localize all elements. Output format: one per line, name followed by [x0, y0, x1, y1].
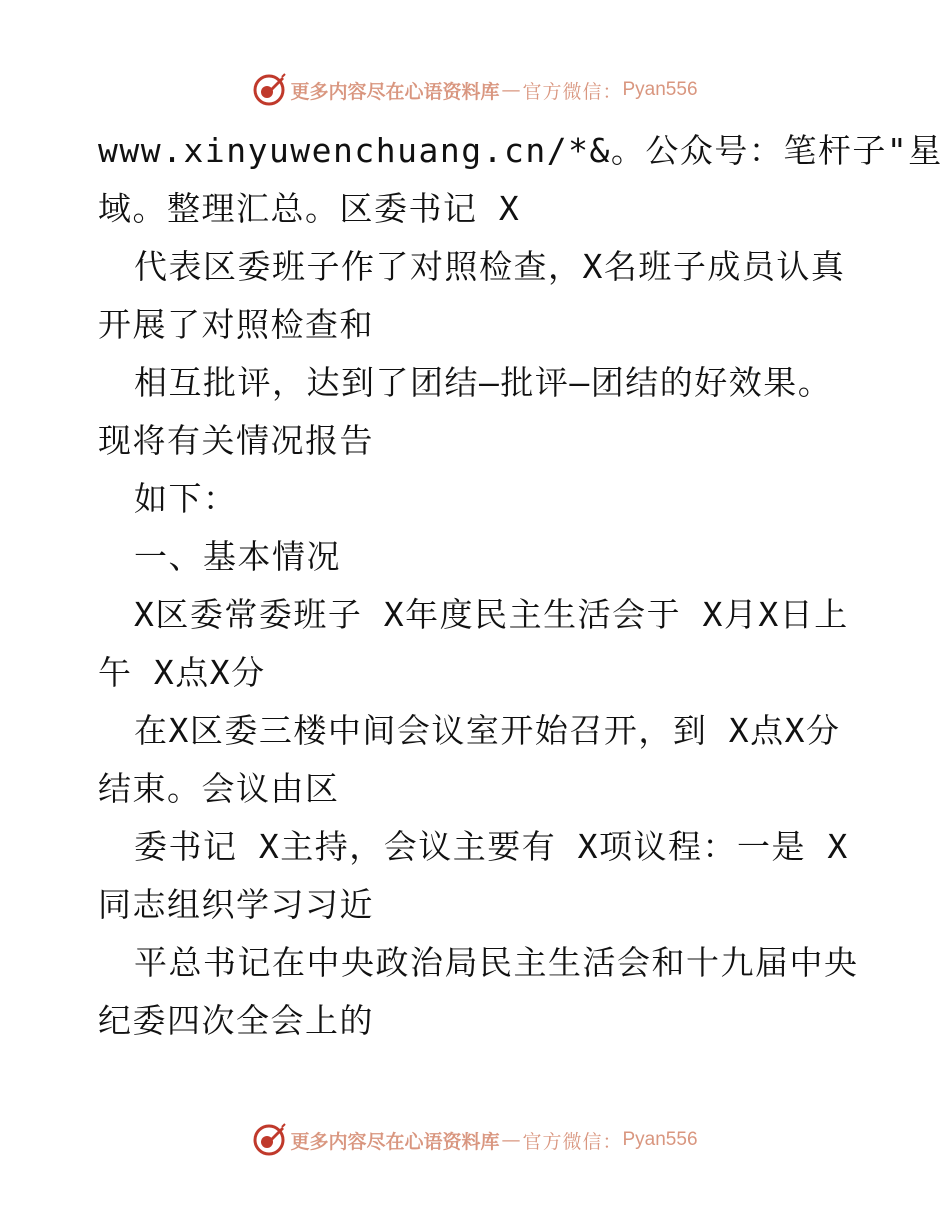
document-line: 现将有关情况报告: [98, 421, 374, 460]
section-heading: 一、基本情况: [134, 537, 341, 576]
document-body: [98, 122, 943, 1050]
document-line: 如下：: [134, 479, 238, 518]
document-line: 在X区委三楼中间会议室开始召开，到 X点X分: [134, 711, 841, 750]
header-watermark-banner: [0, 70, 950, 110]
document-line: 委书记 X主持，会议主要有 X项议程：一是 X: [134, 827, 849, 866]
watermark-brand-text: 更多内容尽在心语资料库: [290, 1130, 500, 1153]
document-line: 平总书记在中央政治局民主生活会和十九届中央: [134, 943, 859, 982]
document-line: 相互批评，达到了团结—批评—团结的好效果。: [134, 363, 833, 402]
watermark-wechat-label: 官方微信：: [522, 80, 623, 103]
document-line: 代表区委班子作了对照检查，X名班子成员认真: [134, 247, 846, 286]
document-line: 纪委四次全会上的: [98, 1001, 374, 1040]
document-line: 开展了对照检查和: [98, 305, 374, 344]
pen-circle-logo-icon: [252, 1123, 286, 1157]
document-line: 结束。会议由区: [98, 769, 340, 808]
watermark-wechat-label: 官方微信：: [522, 1130, 623, 1153]
watermark-wechat-id: Pyan556: [622, 1129, 698, 1150]
document-line: 午 X点X分: [98, 653, 266, 692]
document-line: X区委常委班子 X年度民主生活会于 X月X日上: [134, 595, 849, 634]
document-line: 同志组织学习习近: [98, 885, 374, 924]
footer-watermark-banner: [0, 1120, 950, 1160]
pen-circle-logo-icon: [252, 73, 286, 107]
watermark-separator: —: [501, 1129, 521, 1151]
document-line: www.xinyuwenchuang.cn/*&。公众号：笔杆子"星: [98, 131, 943, 170]
document-line: 域。整理汇总。区委书记 X: [98, 189, 521, 228]
watermark-separator: —: [501, 79, 521, 101]
watermark-brand-text: 更多内容尽在心语资料库: [290, 80, 500, 103]
watermark-wechat-id: Pyan556: [622, 79, 698, 100]
